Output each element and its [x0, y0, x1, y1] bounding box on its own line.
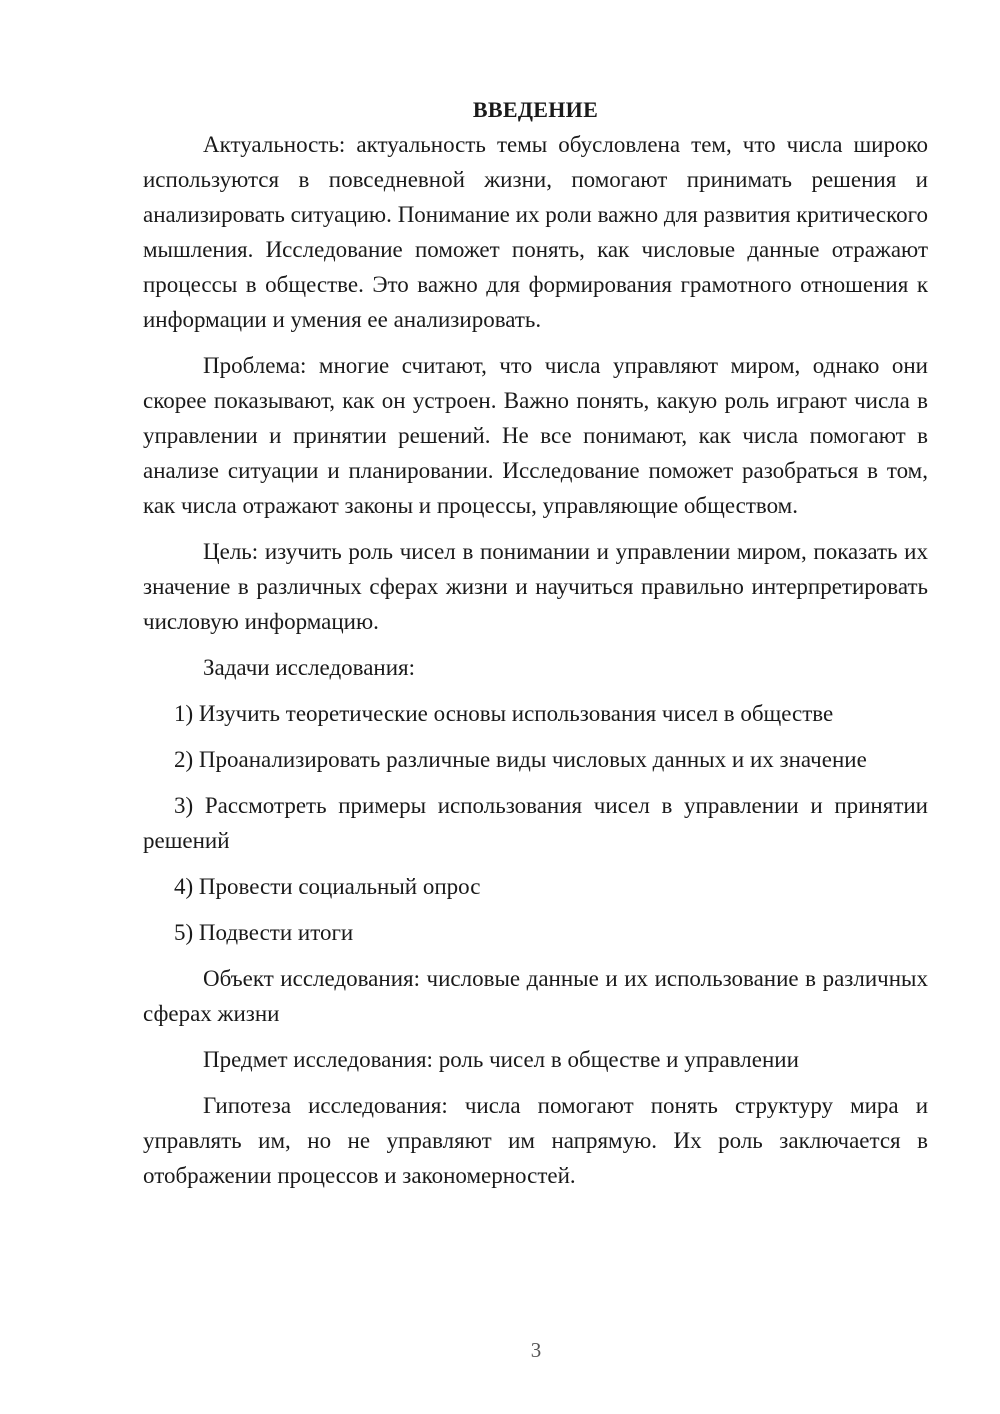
task-item: 3) Рассмотреть примеры использования чисел в управлении и принятии решений: [143, 793, 928, 853]
task-item: 5) Подвести итоги: [174, 920, 354, 945]
task-item: 4) Провести социальный опрос: [174, 874, 481, 899]
goal-paragraph: Цель: изучить роль чисел в понимании и управлении миром, показать их значение в различных сферах жизни и научиться правильно интерпретировать числовую информацию.: [143, 539, 928, 634]
tasks-heading: Задачи исследования:: [203, 655, 416, 680]
page-content: [143, 92, 928, 1204]
task-item: 1) Изучить теоретические основы использования чисел в обществе: [174, 701, 834, 726]
task-item: 2) Проанализировать различные виды числовых данных и их значение: [174, 747, 867, 772]
section-title: ВВЕДЕНИЕ: [472, 97, 599, 122]
problem-paragraph: Проблема: многие считают, что числа управляют миром, однако они скорее показывают, как он устроен. Важно понять, какую роль играют числа в управлении и принятии решений. Не все понимают, как числа помогают в анализе ситуации и планировании. Исследование поможет разобраться в том, как числа отражают законы и процессы, управляющие обществом.: [143, 353, 928, 518]
subject-paragraph: Предмет исследования: роль чисел в обществе и управлении: [203, 1047, 799, 1072]
page-number: 3: [530, 1338, 542, 1362]
hypothesis-paragraph: Гипотеза исследования: числа помогают понять структуру мира и управлять им, но не управляют им напрямую. Их роль заключается в отображении процессов и закономерностей.: [143, 1093, 928, 1188]
object-paragraph: Объект исследования: числовые данные и их использование в различных сферах жизни: [143, 966, 928, 1026]
relevance-paragraph: Актуальность: актуальность темы обусловлена тем, что числа широко используются в повседневной жизни, помогают принимать решения и анализировать ситуацию. Понимание их роли важно для развития критического мышления. Исследование поможет понять, как числовые данные отражают процессы в обществе. Это важно для формирования грамотного отношения к информации и умения ее анализировать.: [143, 132, 928, 332]
